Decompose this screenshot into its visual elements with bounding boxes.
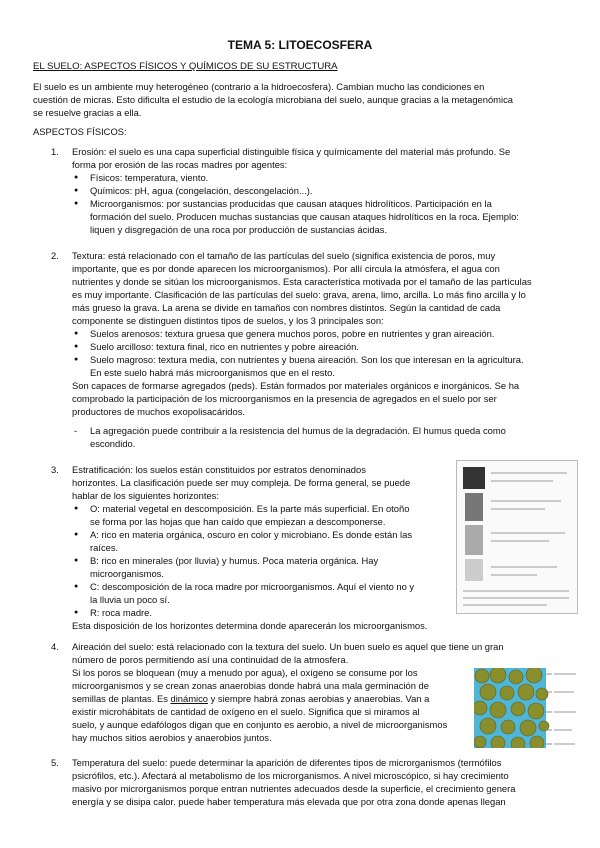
item-number: 5. (51, 757, 59, 768)
intro-line: se resuelve gracias a ella. (33, 107, 142, 118)
text-line: hay muchos sitios aerobios y anaerobios juntos. (72, 732, 272, 743)
item-textura (72, 249, 563, 379)
list-item: - La agregación puede contribuir a la resistencia del humus de la degradación. El humus queda como escondido. (72, 424, 563, 450)
item-estratificacion (72, 463, 444, 619)
list-item: ● O: material vegetal en descomposición. Es la parte más superficial. En otoño se forma por las hojas que han caído que empiezan a descomponerse. (72, 502, 444, 528)
text-line: número de poros permitiendo así una continuidad de la atmosfera. (72, 654, 349, 665)
horizon-a-swatch (465, 493, 483, 521)
horizon-c-swatch (465, 559, 483, 581)
text-line: nutrientes y donde se sitúan los microorganismos. Esta característica motivada por el tamaño de las partículas (72, 276, 532, 287)
text-line: comprobado la participación de los microorganismos en la presencia de agregados en el suelo por ser (72, 393, 497, 404)
list-item: ● Suelos arenosos: textura gruesa que genera muchos poros, pobre en nutrientes y gran aireación. (72, 327, 563, 340)
text-line: suelo, y aunque edafólogos digan que en conjunto es aerobio, a nivel de microorganismos (72, 719, 448, 730)
soil-pores-image (474, 668, 578, 748)
text-line: psicrófilos, etc.). Afectará al metabolismo de los microrganismos. A nivel microscópico, si hay crecimiento (72, 770, 509, 781)
horizons-list (72, 502, 444, 619)
list-item: ● Microorganismos: por sustancias producidas que causan ataques hidrolíticos. Participación en la formación del suelo. Producen muchas sustancias que causan ataques hidrolíticos en la roca. Ejemplo: liquen y disgregación de una roca por producción de sustancias ácidas. (72, 197, 563, 236)
erosion-agents-list (72, 171, 563, 236)
soil-pores-figure (474, 668, 578, 748)
list-item: ● A: rico en materia orgánica, oscuro en color y microbiano. Es donde están las raíces. (72, 528, 444, 554)
text-line: componente se distinguen distintos tipos de suelos, y los 3 principales son: (72, 315, 384, 326)
aspects-heading: ASPECTOS FÍSICOS: (33, 126, 127, 137)
item-number: 2. (51, 250, 59, 261)
text-line: hablar de los siguientes horizontes: (72, 490, 219, 501)
section-heading: EL SUELO: ASPECTOS FÍSICOS Y QUÍMICOS DE SU ESTRUCTURA (33, 61, 338, 72)
aggregation-note (72, 424, 563, 450)
item-number: 1. (51, 146, 59, 157)
horizon-b-swatch (465, 525, 483, 555)
text-line: Aireación del suelo: está relacionado con la textura del suelo. Un buen suelo es aquel que tiene un gran (72, 641, 504, 652)
text-line: Erosión: el suelo es una capa superficial distinguible física y químicamente del material más profundo. Se (72, 146, 511, 157)
item-number: 3. (51, 464, 59, 475)
item-temperatura (72, 756, 563, 808)
text-line: Son capaces de formarse agregados (peds). Están formados por materiales orgánicos e inorgánicos. Se ha (72, 380, 520, 391)
list-item: ● B: rico en minerales (por lluvia) y humus. Poca materia orgánica. Hay microorganismos. (72, 554, 444, 580)
text-line: semillas de plantas. Es dinámico y siempre habrá zonas aerobias y anaerobias. Van a (72, 693, 430, 704)
soil-horizons-image (457, 461, 577, 613)
soil-horizons-figure (456, 460, 578, 614)
aireacion-paragraph (72, 666, 468, 744)
text-line: forma por erosión de las rocas madres por agentes: (72, 159, 288, 170)
text-line: microorganismos y se crean zonas anaerobias donde habrá una mala germinación de (72, 680, 429, 691)
intro-line: El suelo es un ambiente muy heterogéneo (contrario a la hidroecosfera). Cambian mucho las condiciones en (33, 81, 485, 92)
intro-paragraph (33, 80, 563, 119)
aggregates-paragraph (72, 379, 563, 418)
item-aireacion (72, 640, 563, 666)
text-line: horizontes. La clasificación puede ser muy compleja. De forma general, se puede (72, 477, 411, 488)
text-line: energía y se disipa calor. puede haber temperatura más elevada que por otra zona donde apenas llegan (72, 796, 506, 807)
horizon-o-swatch (463, 467, 485, 489)
soil-types-list (72, 327, 563, 379)
page-title: TEMA 5: LITOECOSFERA (227, 38, 373, 52)
text-line: es muy importante. Clasificación de las partículas del suelo: grava, arena, limo, arcilla. Lo más fino arcilla y lo (72, 289, 526, 300)
text-line: Estratificación: los suelos están constituidos por estratos denominados (72, 464, 366, 475)
list-item: ● Suelo magroso: textura media, con nutrientes y buena aireación. Son los que interesan en la agricultura. En este suelo habrá más microorganismos que en el resto. (72, 353, 563, 379)
horizons-conclusion: Esta disposición de los horizontes determina donde aparecerán los microorganismos. (72, 620, 428, 631)
text-line: importante, que es por donde aparecen los microorganismos). Por allí circula la atmósfera, el agua con (72, 263, 500, 274)
dinamico-word: dinámico (170, 693, 209, 704)
text-line: productores de muchos exopolisacáridos. (72, 406, 246, 417)
text-line: más grueso la grava. La arena se divide en tamaños con nombres distintos. Según la cantidad de cada (72, 302, 501, 313)
intro-line: cuestión de micras. Esto dificulta el estudio de la ecología microbiana del suelo, aunque gracias a la metagenómica (33, 94, 513, 105)
list-item: ● Químicos: pH, agua (congelación, descongelación...). (72, 184, 563, 197)
text-line: masivo por microrganismos porque entran nutrientes adecuados desde la superficie, el crecimiento genera (72, 783, 516, 794)
text-line: existir microhábitats de cantidad de oxígeno en el suelo. Significa que si miramos al (72, 706, 420, 717)
list-item: ● Físicos: temperatura, viento. (72, 171, 563, 184)
text-line: Textura: está relacionado con el tamaño de las partículas del suelo (significa existencia de poros, muy (72, 250, 496, 261)
item-number: 4. (51, 641, 59, 652)
item-erosion (72, 145, 563, 236)
list-item: ● Suelo arcilloso: textura final, rico en nutrientes y pobre aireación. (72, 340, 563, 353)
text-line: Si los poros se bloquean (muy a menudo por agua), el oxígeno se consume por los (72, 667, 418, 678)
list-item: ● R: roca madre. (72, 606, 444, 619)
list-item: ● C: descomposición de la roca madre por microorganismos. Aquí el viento no y la lluvia un poco sí. (72, 580, 444, 606)
text-line: Temperatura del suelo: puede determinar la aparición de diferentes tipos de microrganismos (termófilos (72, 757, 502, 768)
